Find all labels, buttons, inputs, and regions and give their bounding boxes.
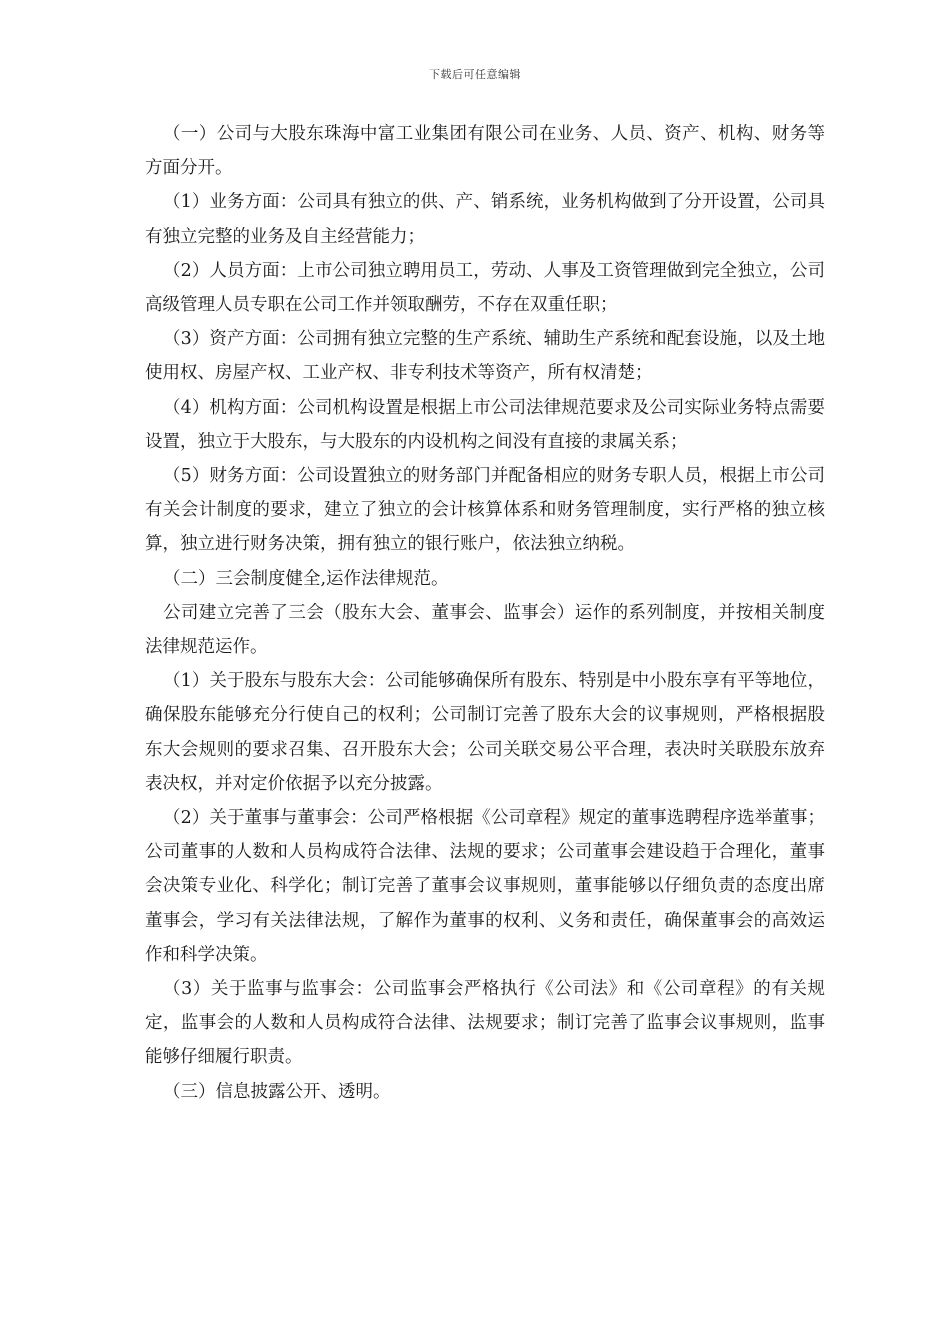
paragraph-finance: （5）财务方面：公司设置独立的财务部门并配备相应的财务专职人员，根据上市公司有关会计制度的要求，建立了独立的会计核算体系和财务管理制度，实行严格的独立核算，独立进行财务决策，拥有独立的银行账户，依法独立纳税。 (145, 466, 825, 555)
paragraph-directors: （2）关于董事与董事会：公司严格根据《公司章程》规定的董事选聘程序选举董事；公司董事的人数和人员构成符合法律、法规的要求；公司董事会建设趋于合理化，董事会决策专业化、科学化；制订完善了董事会议事规则，董事能够以仔细负责的态度出席董事会，学习有关法律法规，了解作为董事的权利、义务和责任，确保董事会的高效运作和科学决策。 (145, 808, 825, 965)
paragraph-personnel: （2）人员方面：上市公司独立聘用员工，劳动、人事及工资管理做到完全独立，公司高级管理人员专职在公司工作并领取酬劳，不存在双重任职； (145, 260, 825, 316)
paragraph-section-1: （一）公司与大股东珠海中富工业集团有限公司在业务、人员、资产、机构、财务等方面分开。 (145, 124, 825, 179)
paragraph-business: （1）业务方面：公司具有独立的供、产、销系统，业务机构做到了分开设置，公司具有独立完整的业务及自主经营能力； (145, 192, 825, 247)
paragraph-three-meetings: 公司建立完善了三会（股东大会、董事会、监事会）运作的系列制度，并按相关制度法律规范运作。 (145, 602, 825, 658)
paragraph-organization: （4）机构方面：公司机构设置是根据上市公司法律规范要求及公司实际业务特点需要设置，独立于大股东，与大股东的内设机构之间没有直接的隶属关系； (145, 397, 825, 452)
header-note: 下载后可任意编辑 (429, 68, 521, 81)
paragraph-supervisors: （3）关于监事与监事会：公司监事会严格执行《公司法》和《公司章程》的有关规定，监事会的人数和人员构成符合法律、法规要求；制订完善了监事会议事规则，监事能够仔细履行职责。 (145, 979, 825, 1068)
paragraph-section-2: （二）三会制度健全,运作法律规范。 (163, 568, 449, 589)
paragraph-assets: （3）资产方面：公司拥有独立完整的生产系统、辅助生产系统和配套设施，以及土地使用权、房屋产权、工业产权、非专利技术等资产，所有权清楚； (145, 329, 825, 384)
paragraph-shareholders: （1）关于股东与股东大会：公司能够确保所有股东、特别是中小股东享有平等地位，确保股东能够充分行使自己的权利；公司制订完善了股东大会的议事规则，严格根据股东大会规则的要求召集、召开股东大会；公司关联交易公平合理，表决时关联股东放弃表决权，并对定价依据予以充分披露。 (145, 671, 825, 794)
paragraph-section-3: （三）信息披露公开、透明。 (163, 1081, 391, 1102)
document-body (145, 117, 825, 1109)
